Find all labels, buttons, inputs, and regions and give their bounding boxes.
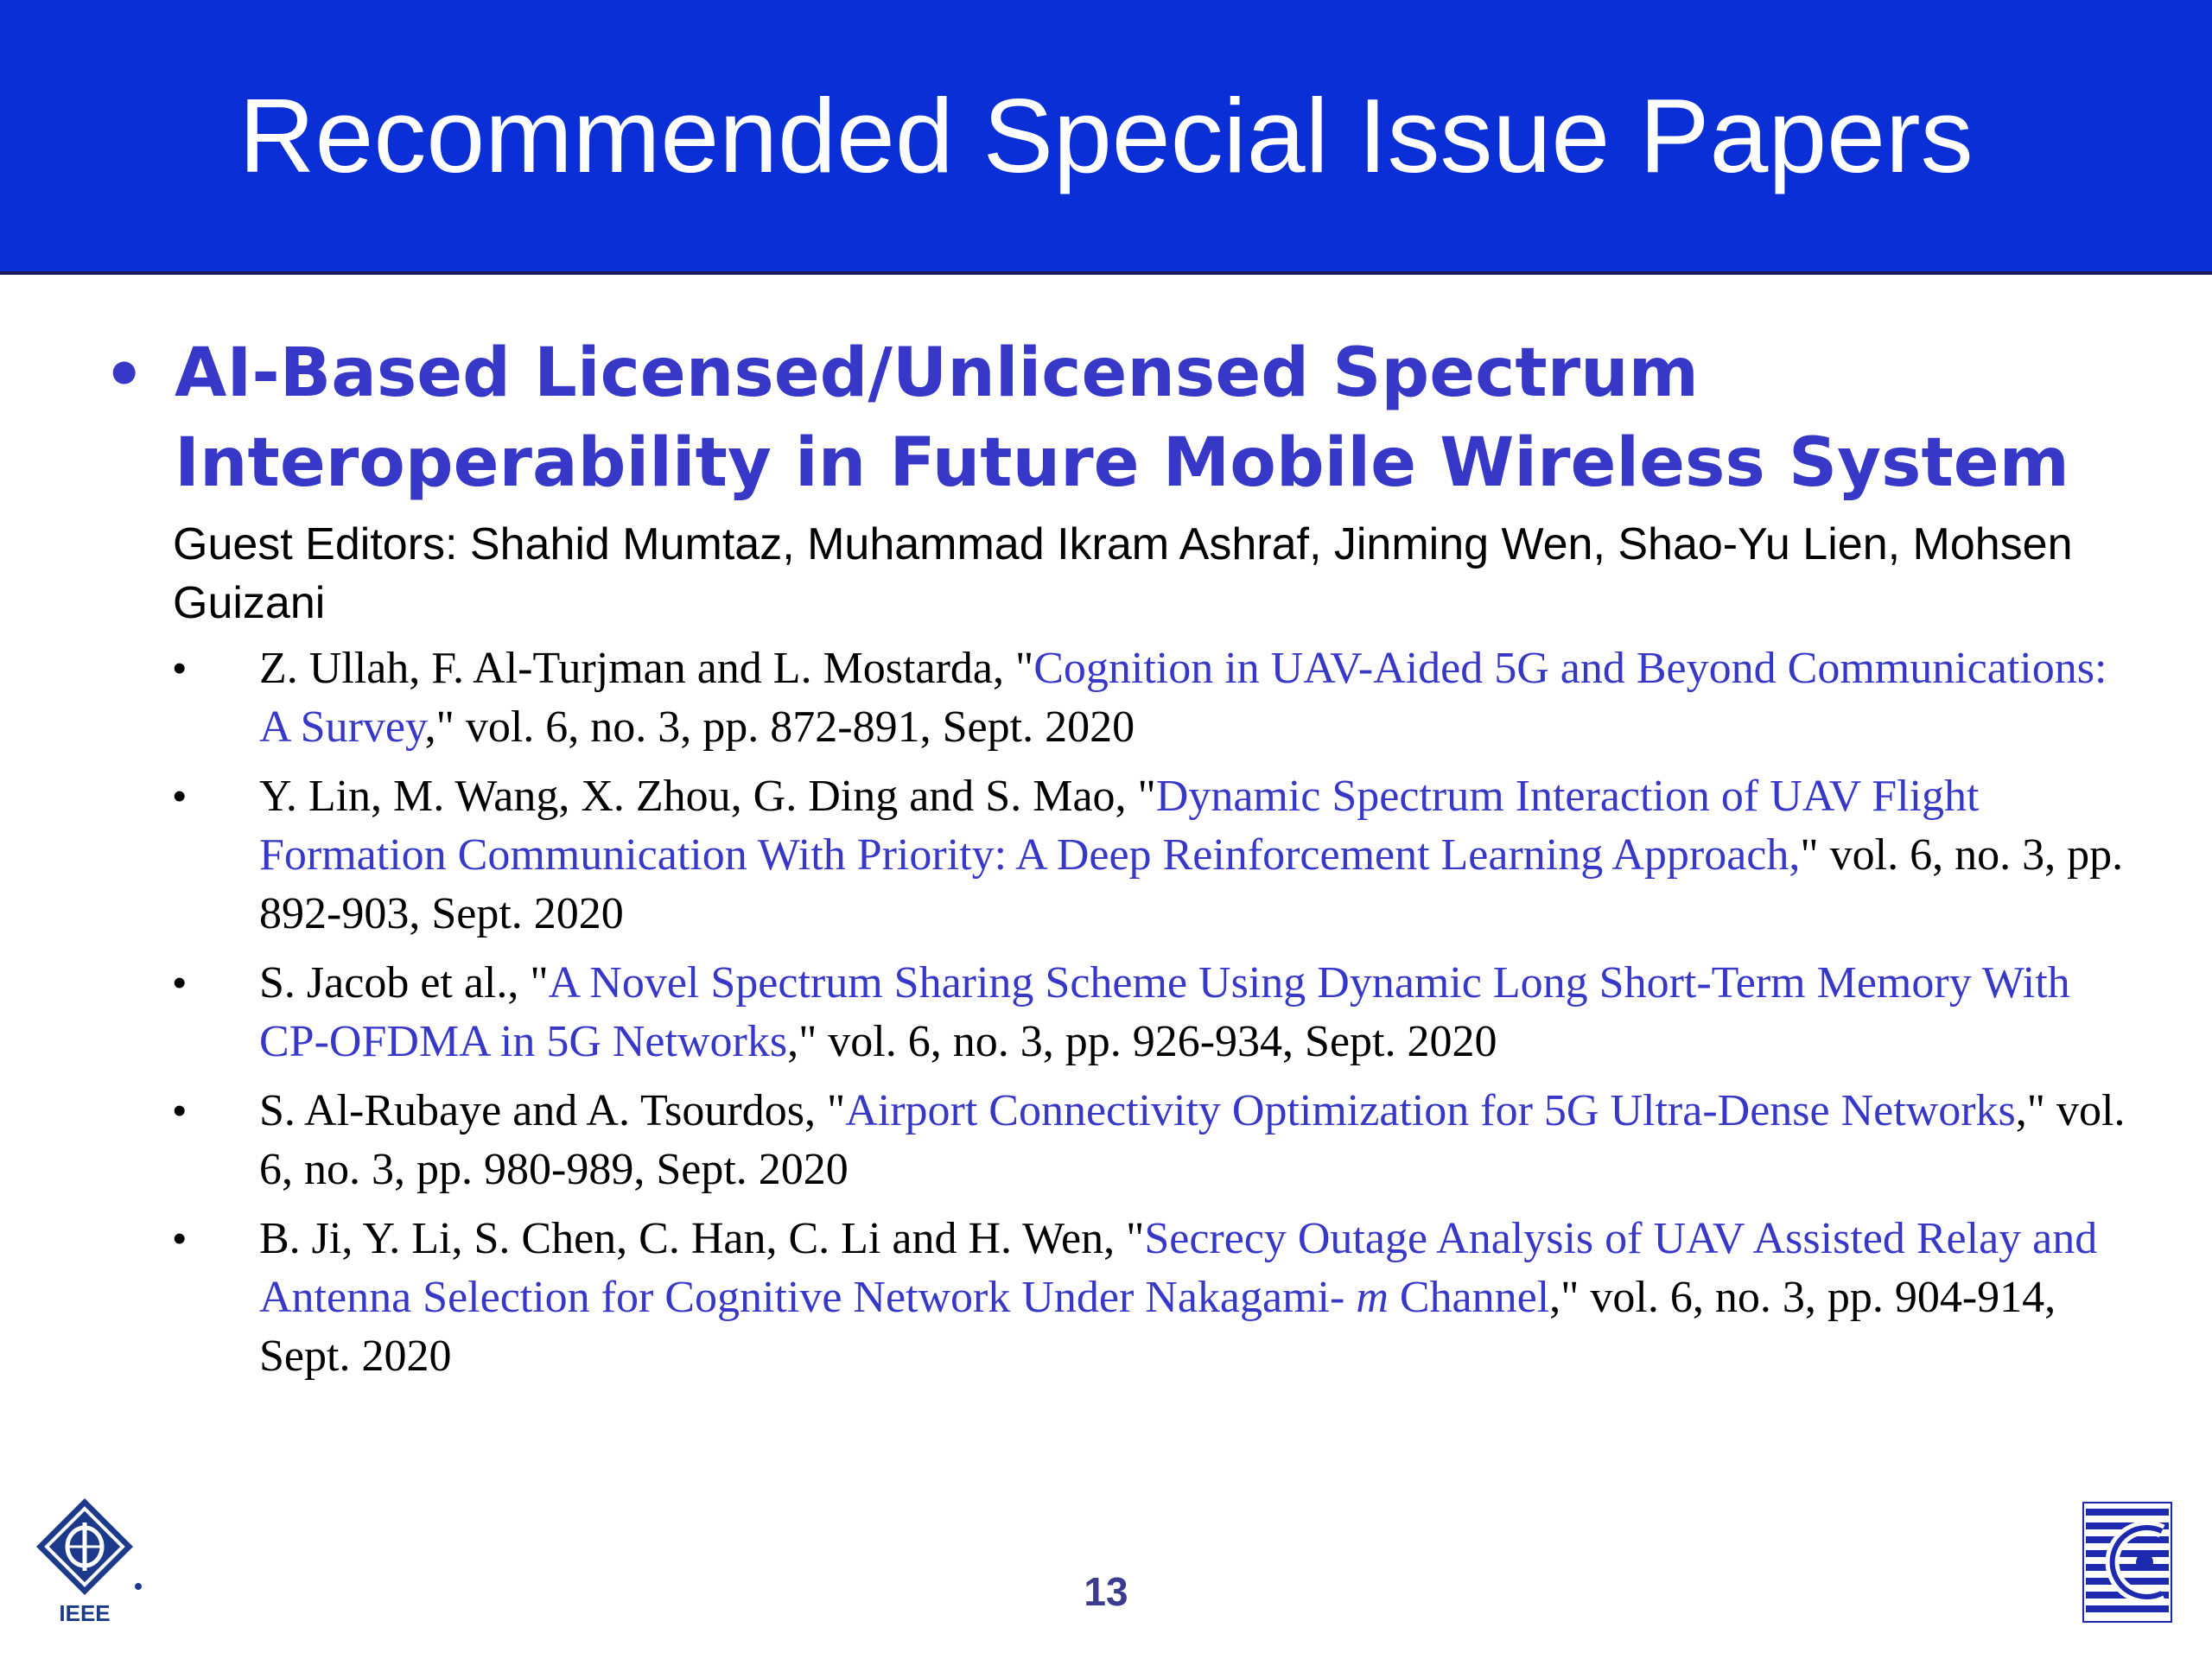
reference-authors: S. Jacob et al., ": [259, 958, 549, 1007]
reference-title-link[interactable]: A Novel Spectrum Sharing Scheme Using Dynamic Long Short-Term Memory With CP-OFDMA in 5G Networks: [259, 958, 2070, 1066]
reference-details: ," vol. 6, no. 3, pp. 926-934, Sept. 2020: [787, 1017, 1497, 1066]
topic-title-line-1: AI-Based Licensed/Unlicensed Spectrum: [175, 334, 1699, 412]
comsoc-logo-icon: [2082, 1502, 2172, 1623]
topic-title-line-2: Interoperability in Future Mobile Wireless System: [175, 424, 2069, 502]
reference-bullet: •: [173, 962, 187, 1004]
reference-authors: Z. Ullah, F. Al-Turjman and L. Mostarda, ": [259, 644, 1034, 693]
reference-authors: Y. Lin, M. Wang, X. Zhou, G. Ding and S. Mao, ": [259, 772, 1156, 821]
reference-title-link[interactable]: Dynamic Spectrum Interaction of UAV Flight Formation Communication With Priority: A Deep Reinforcement Learning Approach,: [259, 772, 1980, 880]
reference-title-italic[interactable]: m: [1356, 1273, 1389, 1322]
slide-title: Recommended Special Issue Papers: [238, 77, 1974, 194]
reference-item-4: [173, 1082, 2143, 1199]
reference-bullet: •: [173, 775, 187, 817]
topic-title: [175, 328, 2162, 508]
reference-item-5: [173, 1210, 2143, 1386]
reference-bullet: •: [173, 647, 187, 690]
reference-title-link[interactable]: Cognition in UAV-Aided 5G and Beyond Communications: A Survey: [259, 644, 2107, 752]
page-number: 13: [1084, 1569, 1128, 1614]
reference-title-link[interactable]: Secrecy Outage Analysis of UAV Assisted Relay and Antenna Selection for Cognitive Network Under Nakagami-: [259, 1214, 2098, 1322]
reference-item-1: [173, 639, 2143, 757]
guest-editors: Guest Editors: Shahid Mumtaz, Muhammad Ikram Ashraf, Jinming Wen, Shao-Yu Lien, Mohsen Guizani: [173, 519, 2073, 628]
reference-list: [173, 639, 2143, 1396]
ieee-logo-text: IEEE: [59, 1600, 111, 1626]
reference-details: ," vol. 6, no. 3, pp. 980-989, Sept. 2020: [259, 1086, 2126, 1194]
title-banner: [0, 0, 2212, 275]
reference-authors: S. Al-Rubaye and A. Tsourdos, ": [259, 1086, 846, 1135]
reference-authors: B. Ji, Y. Li, S. Chen, C. Han, C. Li and H. Wen, ": [259, 1214, 1145, 1263]
reference-details: ," vol. 6, no. 3, pp. 872-891, Sept. 2020: [424, 702, 1135, 752]
reference-item-3: [173, 954, 2143, 1071]
reference-item-2: [173, 767, 2143, 944]
reference-details: ," vol. 6, no. 3, pp. 904-914, Sept. 2020: [259, 1273, 2056, 1381]
reference-bullet: •: [173, 1090, 187, 1132]
reference-title-link-rest[interactable]: Channel: [1388, 1273, 1550, 1322]
topic-bullet: •: [104, 338, 145, 412]
reference-bullet: •: [173, 1217, 187, 1260]
reference-details: " vol. 6, no. 3, pp. 892-903, Sept. 2020: [259, 830, 2124, 938]
reference-title-link[interactable]: Airport Connectivity Optimization for 5G Ultra-Dense Networks: [845, 1086, 2016, 1135]
